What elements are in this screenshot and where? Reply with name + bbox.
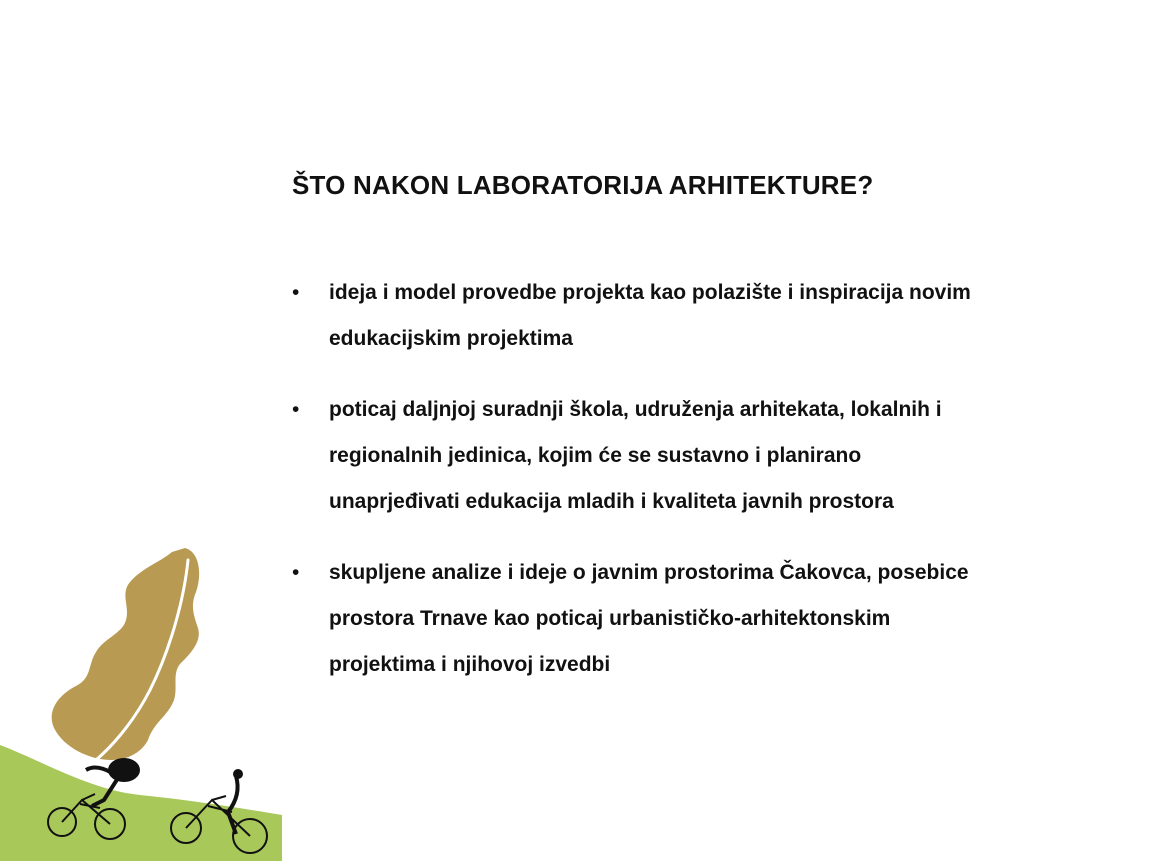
bullet-item-3 (292, 550, 1052, 688)
cyclist-hat-shape (108, 758, 140, 782)
bullet-line: edukacijskim projektima (329, 327, 573, 350)
bullet-line: poticaj daljnjoj suradnji škola, udruženja arhitekata, lokalnih i (329, 398, 942, 421)
bullet-line: regionalnih jedinica, kojim će se sustavno i planirano (329, 444, 862, 467)
bullet-line: ideja i model provedbe projekta kao polazište i inspiracija novim (329, 281, 971, 304)
bullet-item-1 (292, 270, 1052, 362)
slide-title: ŠTO NAKON LABORATORIJA ARHITEKTURE? (292, 170, 874, 200)
bullet-dot-icon: • (292, 281, 300, 304)
bullet-line: skupljene analize i ideje o javnim prostorima Čakovca, posebice (329, 561, 969, 584)
bullet-line: projektima i njihovoj izvedbi (329, 653, 611, 676)
bullet-line: unaprjeđivati edukacija mladih i kvaliteta javnih prostora (329, 490, 894, 513)
hill-shape (0, 745, 282, 861)
bullet-dot-icon: • (292, 398, 300, 421)
bullet-dot-icon: • (292, 561, 300, 584)
tree-with-cyclists-illustration-icon (0, 540, 290, 861)
bullet-line: prostora Trnave kao poticaj urbanističko-arhitektonskim (329, 607, 891, 630)
bullet-item-2 (292, 387, 1052, 525)
bullet-list (292, 270, 1052, 713)
